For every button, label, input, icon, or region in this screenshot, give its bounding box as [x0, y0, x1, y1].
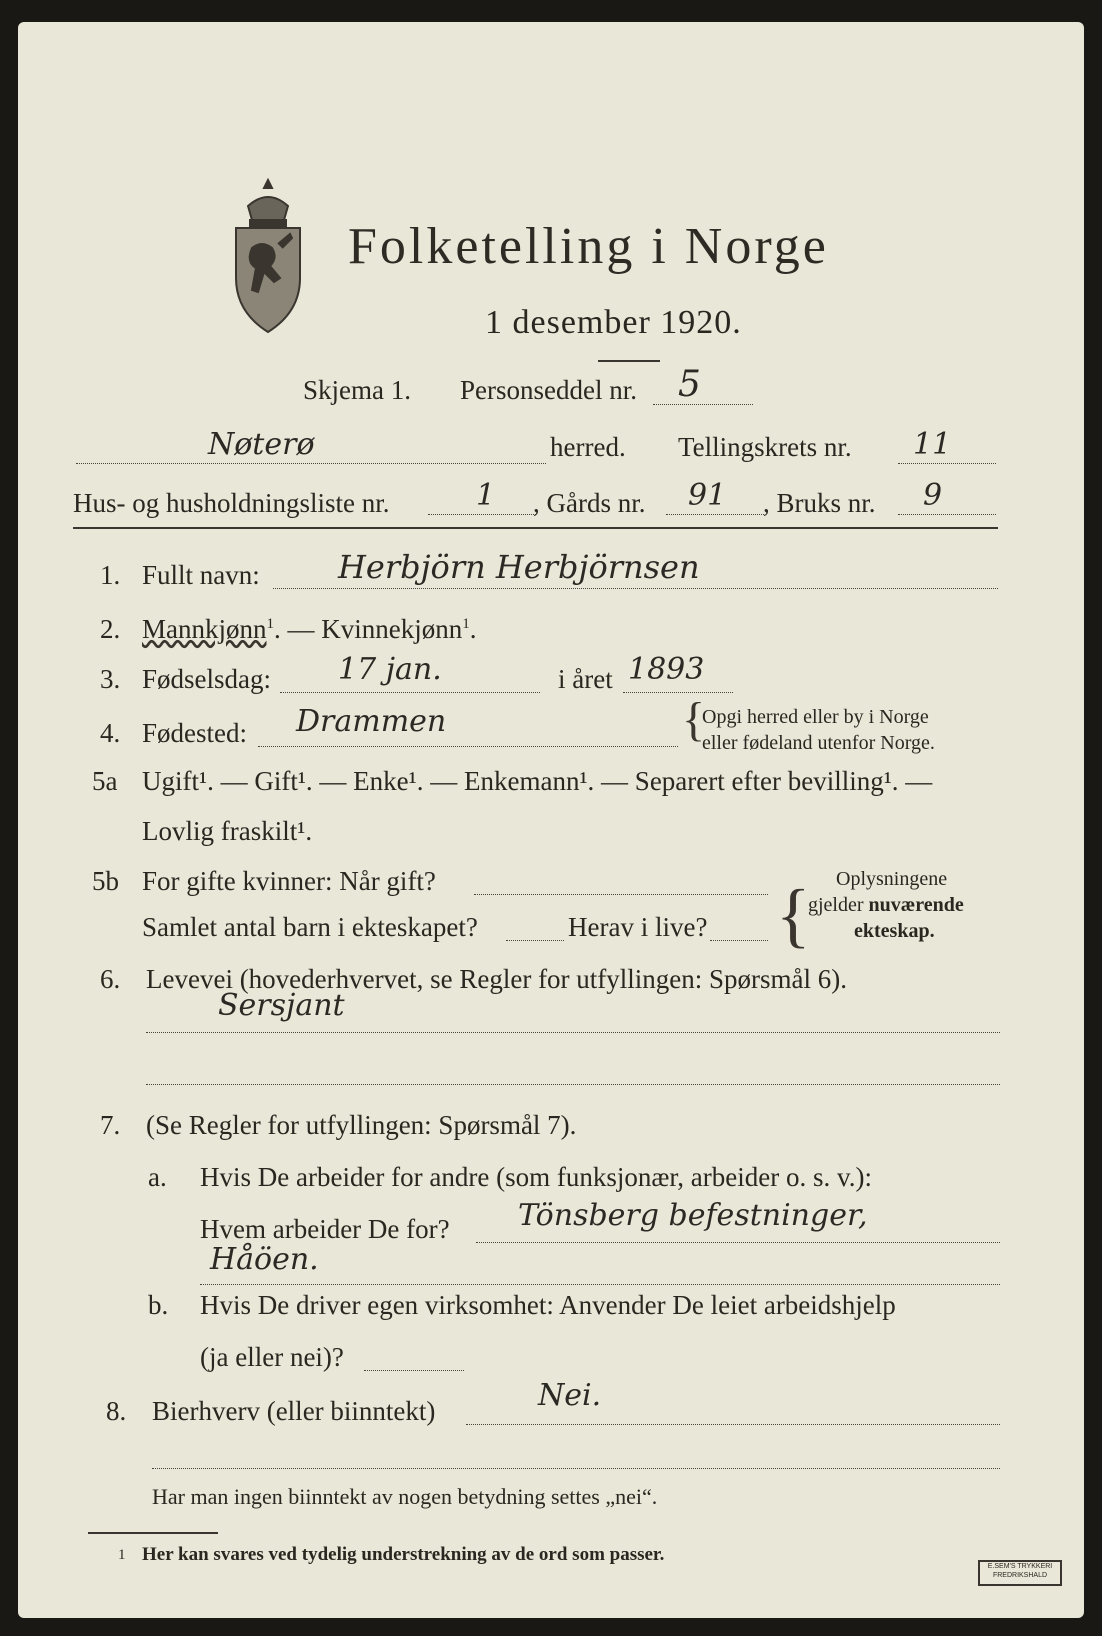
gards-line	[666, 514, 764, 515]
q4-note-line2: eller fødeland utenfor Norge.	[702, 732, 935, 754]
q6-number: 6.	[100, 964, 121, 994]
q5b-line2b: Herav i live?	[568, 912, 708, 942]
stamp-line1: E.SEM'S TRYKKERI	[987, 1563, 1053, 1570]
q7a-line	[476, 1242, 1000, 1243]
q5b-note2a: gjelder	[808, 894, 869, 916]
q3-year-label: i året	[558, 664, 613, 694]
q7a-letter: a.	[148, 1162, 167, 1192]
husliste-line	[428, 514, 536, 515]
q7a-employer-value2: Håöen.	[210, 1242, 319, 1277]
q7a-line2: Hvem arbeider De for?	[200, 1214, 450, 1244]
q7b-line2: (ja eller nei)?	[200, 1342, 344, 1372]
husliste-value: 1	[476, 478, 496, 513]
footer-note: Har man ingen biinntekt av nogen betydning settes „nei“.	[152, 1484, 658, 1509]
q4-note-line1: Opgi herred eller by i Norge	[702, 706, 929, 728]
q7a-line2-rule	[200, 1284, 1000, 1285]
q2-sup2: 1	[462, 616, 470, 632]
tellingskrets-line	[898, 463, 996, 464]
q8-number: 8.	[106, 1396, 127, 1426]
q2-end: .	[469, 614, 477, 644]
header-divider	[73, 527, 998, 529]
title-divider	[598, 360, 660, 362]
personseddel-value: 5	[678, 364, 701, 405]
herred-value: Nøterø	[208, 427, 315, 462]
bruks-line	[898, 514, 996, 515]
herred-label: herred.	[550, 432, 626, 462]
q2-gender-options	[142, 614, 477, 645]
bruks-value: 9	[923, 478, 943, 513]
q3-year-line	[623, 692, 733, 693]
q4-birthplace-value: Drammen	[296, 704, 447, 739]
q5b-note3: ekteskap.	[854, 920, 935, 942]
q2-sup1: 1	[266, 616, 274, 632]
q2-kvinnekjonn: . — Kvinnekjønn	[274, 614, 463, 644]
q4-label: Fødested:	[142, 718, 247, 748]
q8-line2	[152, 1468, 1000, 1469]
q7-label: (Se Regler for utfyllingen: Spørsmål 7).	[146, 1110, 577, 1140]
q7a-line1: Hvis De arbeider for andre (som funksjonær, arbeider o. s. v.):	[200, 1162, 872, 1192]
census-form-sheet	[18, 22, 1084, 1618]
skjema-label: Skjema 1.	[303, 375, 411, 405]
q2-mannkjonn: Mannkjønn	[142, 614, 267, 644]
q5b-brace: {	[776, 875, 811, 955]
q4-number: 4.	[100, 718, 121, 748]
q7b-letter: b.	[148, 1290, 169, 1320]
q1-label: Fullt navn:	[142, 560, 260, 590]
q8-line1	[466, 1424, 1000, 1425]
q2-number: 2.	[100, 614, 121, 644]
footnote-mark: 1	[118, 1547, 126, 1563]
footnote-text: Her kan svares ved tydelig understrekning av de ord som passer.	[142, 1544, 665, 1565]
q5b-note1: Oplysningene	[836, 868, 948, 890]
stamp-line2: FREDRIKSHALD	[992, 1572, 1048, 1579]
q5a-line1: Ugift¹. — Gift¹. — Enke¹. — Enkemann¹. — Separert efter bevilling¹. —	[142, 766, 933, 796]
q8-label: Bierhverv (eller biinntekt)	[152, 1396, 436, 1426]
q4-brace: {	[682, 693, 706, 746]
q5a-number: 5a	[92, 766, 118, 796]
q5a-line2: Lovlig fraskilt¹.	[142, 816, 313, 846]
q1-line	[273, 588, 998, 589]
q6-occupation-value: Sersjant	[218, 988, 345, 1023]
personseddel-line	[653, 404, 753, 405]
q6-line1	[146, 1032, 1000, 1033]
q7-number: 7.	[100, 1110, 121, 1140]
q5b-children-line	[506, 940, 564, 941]
personseddel-label: Personseddel nr.	[460, 375, 637, 405]
q7b-line	[364, 1370, 464, 1371]
gards-value: 91	[688, 478, 727, 513]
q1-name-value: Herbjörn Herbjörnsen	[338, 548, 700, 586]
q5b-married-line	[474, 894, 768, 895]
footnote-rule	[88, 1532, 218, 1534]
q1-number: 1.	[100, 560, 121, 590]
q8-value: Nei.	[538, 1378, 602, 1413]
form-title: Folketelling i Norge	[348, 218, 829, 275]
q5b-line2a: Samlet antal barn i ekteskapet?	[142, 912, 478, 942]
printer-stamp	[978, 1560, 1062, 1586]
norway-coat-of-arms-icon	[230, 178, 306, 336]
q7a-employer-value1: Tönsberg befestninger,	[518, 1198, 868, 1233]
q5b-alive-line	[710, 940, 768, 941]
q3-number: 3.	[100, 664, 121, 694]
census-date: 1 desember 1920.	[485, 304, 742, 341]
tellingskrets-label: Tellingskrets nr.	[678, 432, 852, 462]
q5b-line1: For gifte kvinner: Når gift?	[142, 866, 436, 896]
q6-line2	[146, 1084, 1000, 1085]
q3-line	[280, 692, 540, 693]
q5b-number: 5b	[92, 866, 119, 896]
tellingskrets-value: 11	[913, 427, 952, 462]
q6-label: Levevei (hovederhvervet, se Regler for utfyllingen: Spørsmål 6).	[146, 964, 848, 994]
herred-line	[76, 463, 546, 464]
husliste-label: Hus- og husholdningsliste nr.	[73, 488, 390, 518]
q3-year-value: 1893	[628, 652, 705, 687]
q5b-note2b: nuværende	[868, 894, 964, 916]
bruks-label: , Bruks nr.	[763, 488, 876, 518]
q3-label: Fødselsdag:	[142, 664, 272, 694]
q7b-line1: Hvis De driver egen virksomhet: Anvender De leiet arbeidshjelp	[200, 1290, 896, 1320]
gards-label: , Gårds nr.	[533, 488, 646, 518]
q3-birthday-value: 17 jan.	[338, 652, 442, 687]
q4-line	[258, 746, 678, 747]
